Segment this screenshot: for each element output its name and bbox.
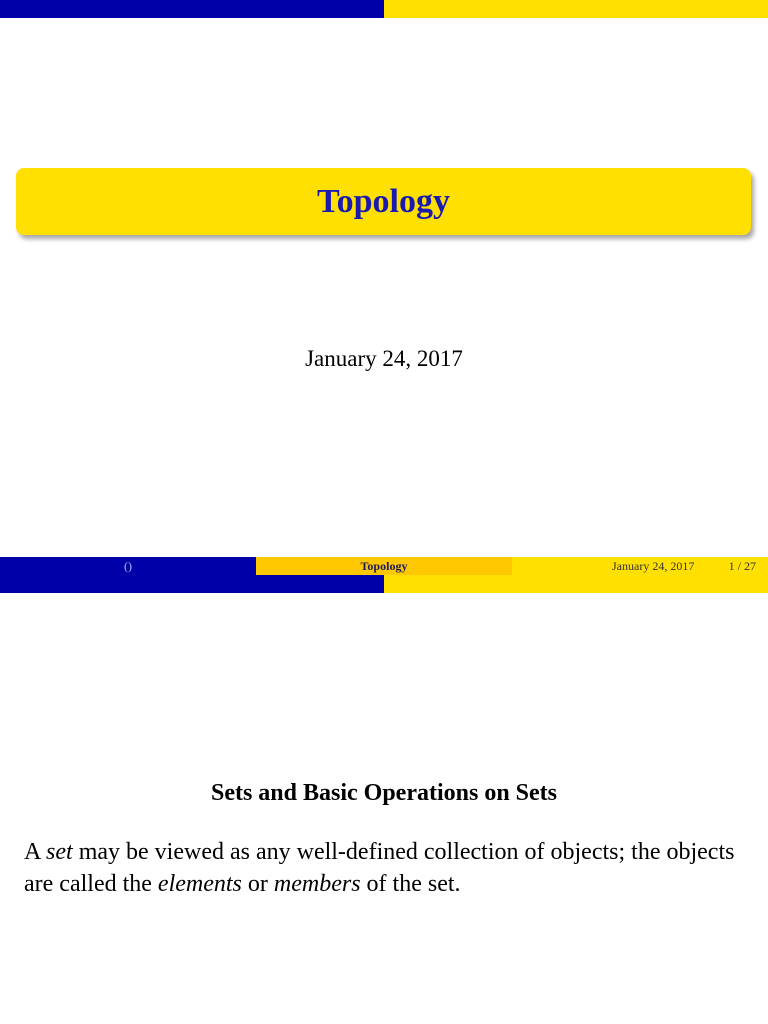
header-bar-blue: [0, 0, 384, 18]
slide2-header-bar-yellow: [384, 575, 768, 593]
footer: [0, 557, 768, 575]
body-text-part: of the set.: [360, 871, 461, 897]
section-heading: Sets and Basic Operations on Sets: [210, 780, 558, 806]
footer-title: Topology: [256, 557, 512, 575]
term-set: set: [46, 839, 73, 865]
header-bar-yellow: [384, 0, 768, 18]
slide-date: January 24, 2017: [305, 346, 463, 371]
term-elements: elements: [157, 871, 242, 897]
body-text-part: A: [24, 839, 47, 865]
slide-title: Topology: [317, 182, 450, 220]
slide2-header-bar-blue: [0, 575, 384, 593]
body-text-part: may be viewed as any well-defined collection of objects; the objects are called the: [24, 839, 735, 897]
title-box: [16, 168, 751, 235]
footer-page-number: 1 / 27: [728, 559, 756, 573]
body-paragraph: [24, 836, 744, 900]
term-members: members: [273, 871, 361, 897]
footer-date: January 24, 2017: [612, 559, 695, 573]
body-text-part: or: [241, 871, 274, 897]
footer-info: [512, 557, 768, 575]
footer-author: (): [0, 557, 256, 575]
